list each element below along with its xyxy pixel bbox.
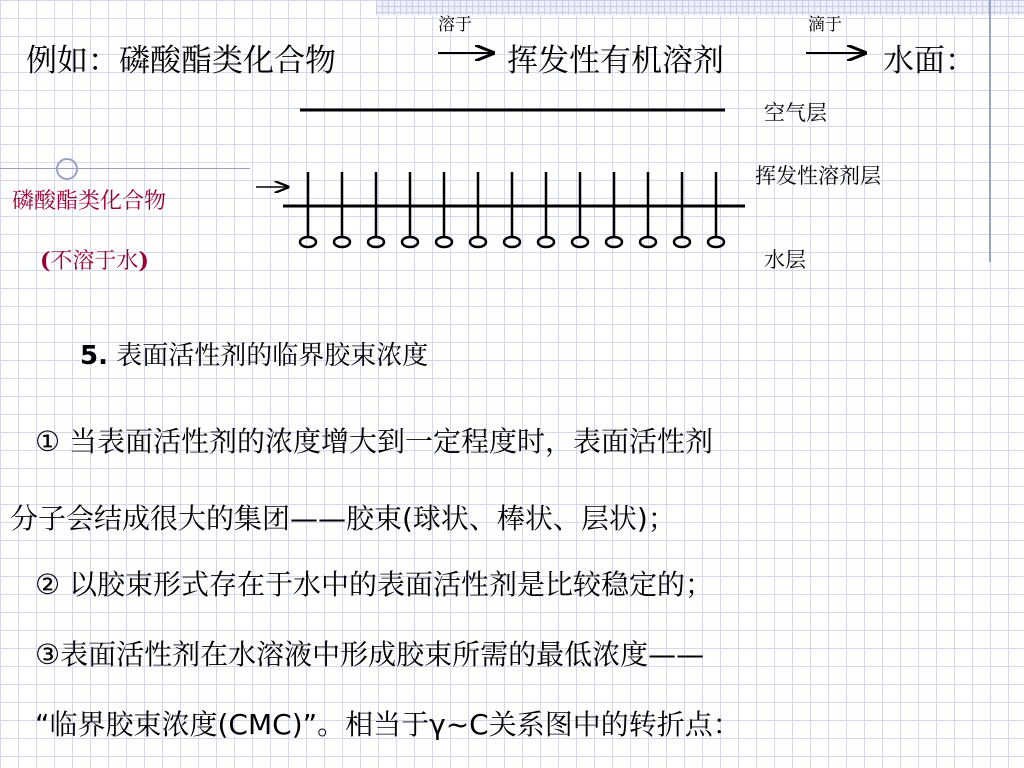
molecule-head — [504, 237, 520, 247]
insoluble-note — [40, 244, 149, 275]
molecule-group — [300, 172, 724, 247]
paragraph-1-line-2: 分子会结成很大的集团——胶束(球状、棒状、层状)； — [10, 502, 676, 535]
water-layer-label: 水层 — [764, 248, 806, 272]
molecule-head — [300, 237, 316, 247]
molecule-head — [606, 237, 622, 247]
section-title: 表面活性剂的临界胶束浓度 — [116, 341, 429, 371]
insoluble-text: 不溶于水 — [50, 249, 139, 274]
molecule-head — [674, 237, 690, 247]
molecule-head — [538, 237, 554, 247]
arrow2-label: 滴于 — [808, 15, 842, 35]
insoluble-close-paren: ) — [138, 248, 149, 274]
example-water-surface: 水面： — [883, 43, 976, 79]
molecule-head — [368, 237, 384, 247]
paragraph-1-line-1: ① 当表面活性剂的浓度增大到一定程度时，表面活性剂 — [35, 425, 714, 458]
paragraph-3-line-1: ③表面活性剂在水溶液中形成胶束所需的最低浓度—— — [35, 638, 705, 671]
arrow1-label: 溶于 — [438, 15, 472, 35]
air-layer-label: 空气层 — [764, 101, 827, 125]
example-prefix: 例如： — [26, 43, 119, 79]
molecule-head — [708, 237, 724, 247]
compound-label: 磷酸酯类化合物 — [12, 189, 167, 214]
example-solvent: 挥发性有机溶剂 — [507, 43, 724, 79]
section-number: 5. — [80, 341, 108, 371]
insoluble-open-paren: ( — [40, 248, 51, 274]
molecule-head — [572, 237, 588, 247]
molecule-head — [402, 237, 418, 247]
molecule-head — [640, 237, 656, 247]
example-compound: 磷酸酯类化合物 — [119, 43, 336, 79]
molecule-head — [334, 237, 350, 247]
paragraph-2: ② 以胶束形式存在于水中的表面活性剂是比较稳定的； — [35, 568, 714, 601]
molecule-head — [470, 237, 486, 247]
section-heading — [80, 335, 428, 372]
molecule-head — [436, 237, 452, 247]
paragraph-3-line-2: “临界胶束浓度(CMC)”。相当于γ~C关系图中的转折点： — [35, 708, 741, 741]
solvent-layer-label: 挥发性溶剂层 — [755, 164, 881, 188]
